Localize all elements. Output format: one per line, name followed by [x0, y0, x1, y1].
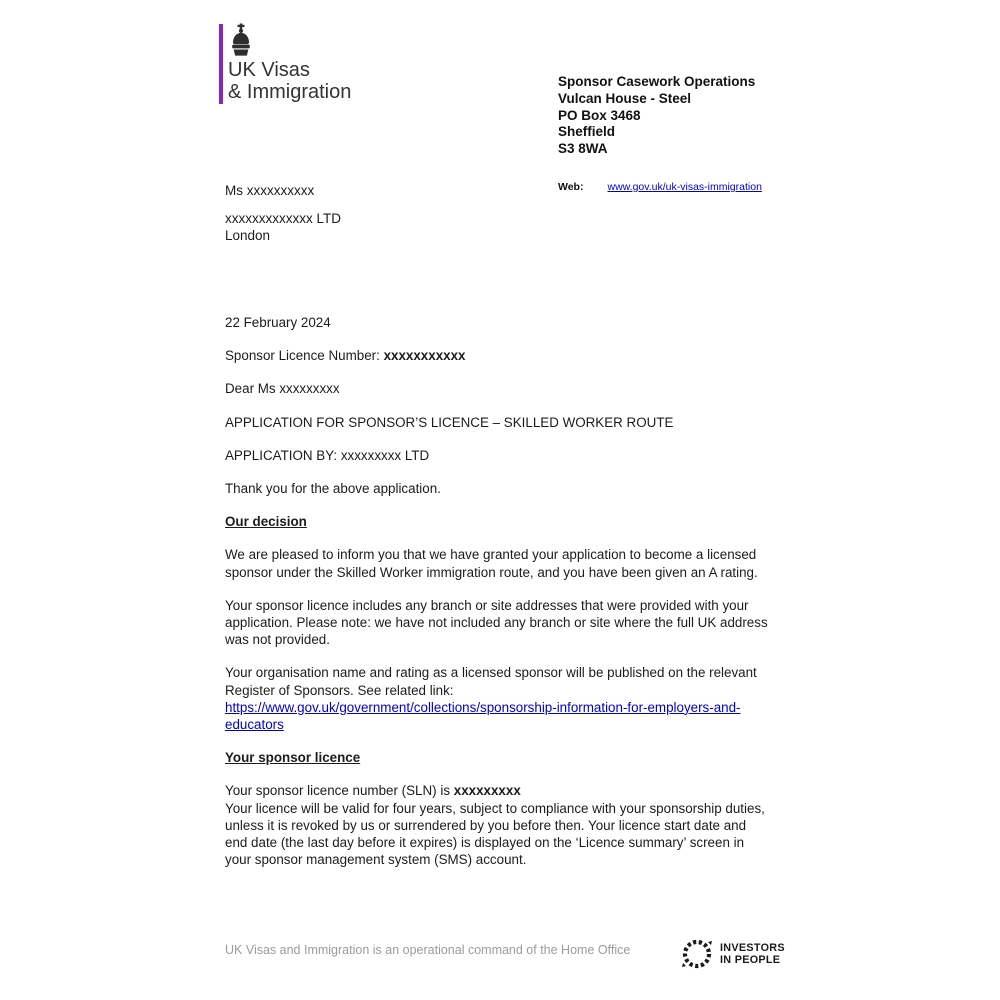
iip-logo-text: [720, 942, 785, 967]
sender-address: [558, 74, 755, 158]
para-validity: Your licence will be valid for four years, subject to compliance with your sponsorship duties, unless it is revoked by us or surrendered by you before then. Your licence start date and end date (the last day before it expires) is displayed on the ‘Licence summary’ screen in your sponsor management system (SMS) account.: [225, 800, 765, 868]
licence-number-value: xxxxxxxxxxx: [383, 348, 466, 364]
recipient-name: Ms xxxxxxxxxx: [225, 183, 315, 198]
sender-address-line: Sheffield: [558, 124, 616, 140]
brand-line1: UK Visas: [228, 59, 310, 81]
para-granted: We are pleased to inform you that we have granted your application to become a licensed sponsor under the Skilled Worker immigration route, and you have been given an A rating.: [225, 547, 758, 580]
web-label: Web:: [558, 181, 584, 193]
investors-in-people-logo: [679, 934, 785, 974]
laurel-wreath-icon: [679, 934, 715, 974]
recipient-city: London: [225, 228, 271, 243]
licence-number-label: Sponsor Licence Number:: [225, 348, 380, 364]
web-line: [558, 181, 762, 193]
royal-crown-icon: [230, 23, 252, 57]
salutation: Dear Ms xxxxxxxxx: [225, 381, 340, 397]
brand-line2: & Immigration: [228, 81, 352, 103]
section-heading-your-sponsor-licence: Your sponsor licence: [225, 750, 361, 766]
thanks-line: Thank you for the above application.: [225, 481, 441, 497]
subject-route: APPLICATION FOR SPONSOR’S LICENCE – SKILLED WORKER ROUTE: [225, 414, 674, 430]
letter-date: 22 February 2024: [225, 315, 331, 330]
iip-line1: INVESTORS: [720, 941, 785, 954]
para-licence-details: [225, 782, 771, 868]
subject-applicant: APPLICATION BY: xxxxxxxxx LTD: [225, 447, 430, 463]
sender-address-line: S3 8WA: [558, 141, 608, 157]
register-of-sponsors-link[interactable]: https://www.gov.uk/government/collections/sponsorship-information-for-employers-and-educators: [225, 699, 741, 733]
section-heading-our-decision: Our decision: [225, 514, 307, 530]
iip-line2: IN PEOPLE: [720, 954, 781, 966]
sender-address-line: Sponsor Casework Operations: [558, 74, 756, 89]
para-branches: Your sponsor licence includes any branch or site addresses that were provided with your application. Please note: we have not included any branch or site where the full UK address was not provided.: [225, 597, 768, 648]
para-register: [225, 664, 771, 733]
sln-text: Your sponsor licence number (SLN) is: [225, 783, 454, 799]
web-link[interactable]: www.gov.uk/uk-visas-immigration: [607, 181, 762, 193]
brand-name: [228, 59, 351, 103]
sln-value: xxxxxxxxx: [453, 783, 521, 799]
recipient-address: [225, 182, 341, 244]
letter-body: [225, 314, 771, 884]
brand-bar: [219, 24, 223, 104]
licence-number-line: [225, 347, 771, 364]
sender-address-line: PO Box 3468: [558, 107, 641, 123]
sender-address-line: Vulcan House - Steel: [558, 90, 692, 106]
para-register-text: Your organisation name and rating as a licensed sponsor will be published on the relevant Register of Sponsors. See related link:: [225, 665, 757, 698]
recipient-company: xxxxxxxxxxxxx LTD: [225, 211, 342, 226]
footer-disclaimer: UK Visas and Immigration is an operational command of the Home Office: [225, 943, 631, 957]
